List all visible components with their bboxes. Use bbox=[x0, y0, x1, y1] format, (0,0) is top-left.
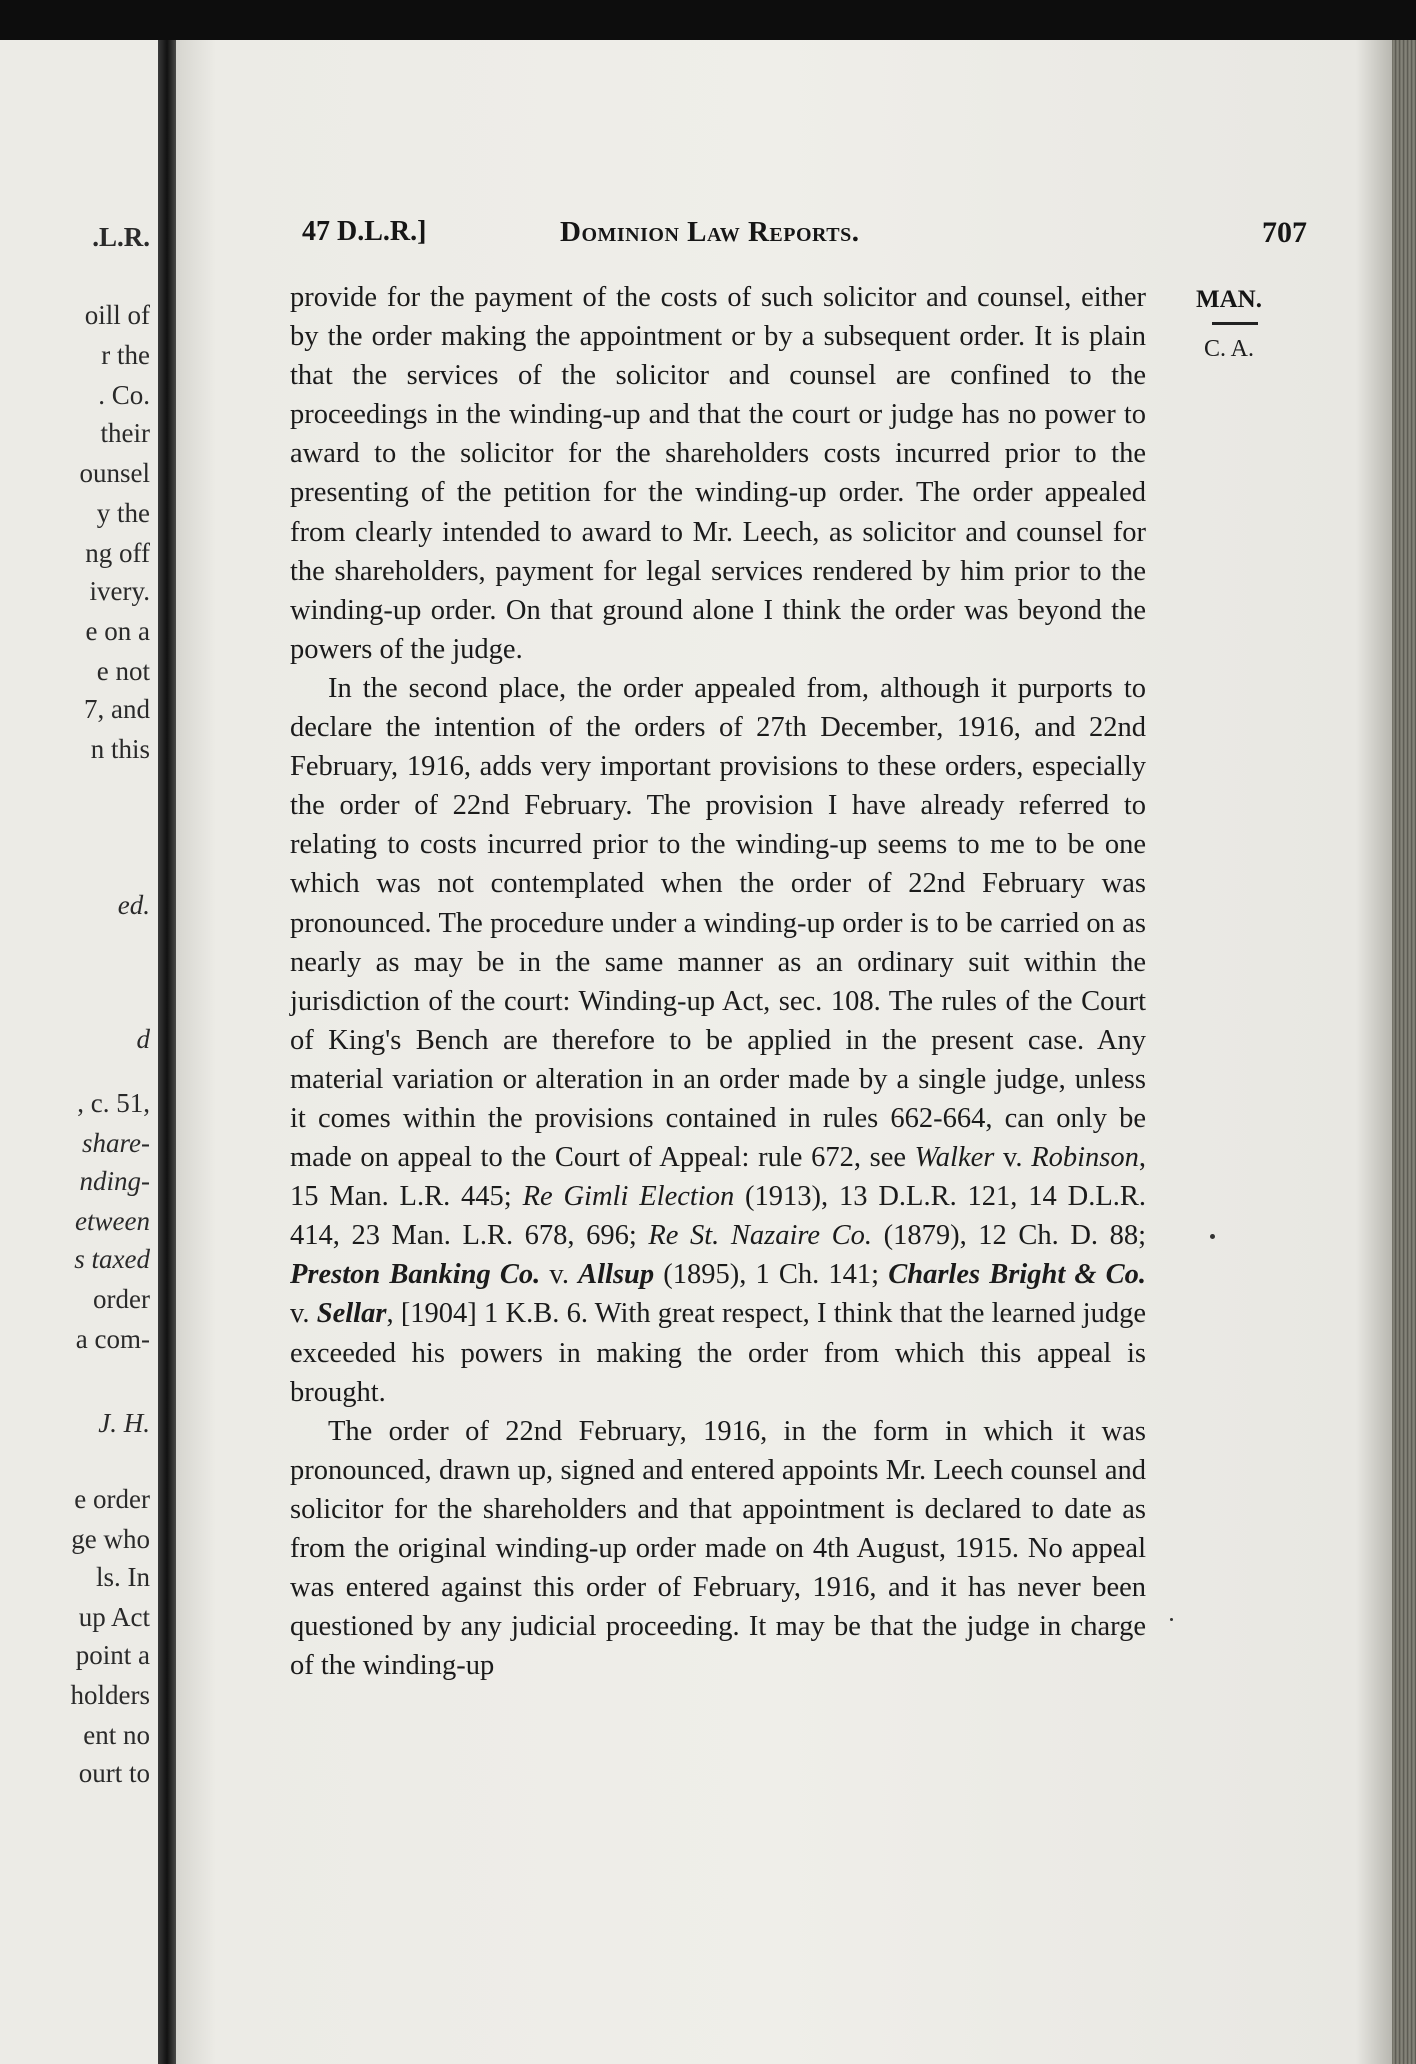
left-page-fragment: ivery. bbox=[89, 576, 150, 606]
left-page-fragment: .L.R. bbox=[92, 222, 150, 252]
left-page-fragment: ourt to bbox=[78, 1758, 150, 1788]
left-page-fragment: e on a bbox=[85, 616, 150, 646]
left-page-fragment: y the bbox=[96, 498, 150, 528]
left-page-fragment: ed. bbox=[117, 890, 150, 920]
text-run: (1913), 13 D.L.R. 121, 14 D.L.R. 414, 23 Man. L.R. 678, 696; bbox=[290, 1181, 1146, 1252]
left-page-fragment: ent no bbox=[83, 1720, 150, 1750]
left-page-fragment: share- bbox=[82, 1128, 150, 1158]
text-run: v. bbox=[290, 1298, 310, 1330]
volume-reference: 47 D.L.R.] bbox=[302, 216, 427, 247]
left-page-fragment: ounsel bbox=[79, 458, 150, 488]
left-page-fragment: nding- bbox=[79, 1166, 150, 1196]
page-edge-stack bbox=[1392, 40, 1416, 2064]
left-page-fragment: up Act bbox=[78, 1602, 150, 1632]
left-page-fragment: oill of bbox=[84, 300, 150, 330]
side-note-division: C. A. bbox=[1204, 336, 1255, 362]
case-name: Re St. Nazaire Co. bbox=[648, 1220, 873, 1252]
left-page-fragment: n this bbox=[90, 734, 150, 764]
left-page-fragment: ls. In bbox=[96, 1562, 150, 1592]
text-run: (1879), 12 Ch. D. 88; bbox=[883, 1220, 1147, 1252]
left-page-fragment: ng off bbox=[85, 538, 150, 568]
case-name: Walker bbox=[914, 1142, 995, 1174]
text-run: (1895), 1 Ch. 141; bbox=[663, 1259, 880, 1291]
left-page-fragment: e order bbox=[74, 1484, 150, 1514]
side-note-rule bbox=[1212, 322, 1258, 325]
left-page-fragment: r the bbox=[101, 340, 150, 370]
left-page-fragment: order bbox=[93, 1284, 150, 1314]
case-name: Charles Bright & Co. bbox=[888, 1259, 1147, 1291]
paragraph-1: provide for the payment of the costs of such solicitor and counsel, either by the order making the appointment or by a subsequent order. It is plain that the services of the solicitor and counsel are confined to the proceedings in the winding-up and that the court or judge has no power to award to the solicitor for the shareholders costs incurred prior to the presenting of the petition for the winding-up order. The order appealed from clearly intended to award to Mr. Leech, as solicitor and counsel for the shareholders, payment for legal services rendered by him prior to the winding-up order. On that ground alone I think the order was beyond the powers of the judge. bbox=[290, 282, 1146, 665]
left-page-fragment: etween bbox=[75, 1206, 150, 1236]
left-page-fragment: s taxed bbox=[74, 1244, 150, 1274]
left-page-fragment: holders bbox=[70, 1680, 150, 1710]
case-name: Robinson bbox=[1031, 1142, 1139, 1174]
left-page-fragment: d bbox=[136, 1024, 150, 1054]
case-name: Re Gimli Election bbox=[522, 1181, 735, 1213]
text-run: v. bbox=[1003, 1142, 1023, 1174]
side-note-court: MAN. bbox=[1196, 286, 1262, 313]
case-name: Sellar bbox=[316, 1298, 387, 1330]
judgment-text bbox=[290, 278, 1146, 1685]
left-page-fragment: ge who bbox=[71, 1524, 150, 1554]
case-name: Preston Banking Co. bbox=[290, 1259, 541, 1291]
book-gutter bbox=[158, 40, 176, 2064]
left-page-fragment: point a bbox=[75, 1640, 150, 1670]
scan-speck bbox=[1170, 1618, 1173, 1621]
left-page-fragment: . Co. bbox=[98, 380, 150, 410]
page-number: 707 bbox=[1262, 216, 1307, 249]
left-page-fragment: e not bbox=[96, 656, 150, 686]
running-title: Dominion Law Reports. bbox=[560, 216, 860, 248]
text-run: v. bbox=[549, 1259, 569, 1291]
text-run: In the second place, the order appealed from, although it purports to declare the intention of the orders of 27th December, 1916, and 22nd February, 1916, adds very important provisions to these orders, especially the order of 22nd February. The provision I have already referred to relating to costs incurred prior to the winding-up seems to me to be one which was not contemplated when the order of 22nd February was pronounced. The procedure under a winding-up order is to be carried on as nearly as may be in the same manner as an ordinary suit within the jurisdiction of the court: Winding-up Act, sec. 108. The rules of the Court of King's Bench are therefore to be applied in the present case. Any material variation or alteration in an order made by a single judge, unless it comes within the provisions contained in rules 662-664, can only be made on appeal to the Court of Appeal: rule 672, see bbox=[290, 672, 1146, 1174]
case-name: Allsup bbox=[578, 1259, 655, 1291]
left-page-fragment: J. H. bbox=[98, 1408, 150, 1438]
paragraph-3: The order of 22nd February, 1916, in the form in which it was pronounced, drawn up, signed and entered appoints Mr. Leech counsel and solicitor for the shareholders and that appointment is declared to date as from the original winding-up order made on 4th August, 1915. No appeal was entered against this order of February, 1916, and it has never been questioned by any judicial proceeding. It may be that the judge in charge of the winding-up bbox=[290, 1415, 1146, 1682]
scan-speck bbox=[1210, 1234, 1215, 1239]
paragraph-2 bbox=[290, 669, 1146, 1412]
left-page-fragment: 7, and bbox=[84, 694, 150, 724]
left-page-fragment: a com- bbox=[75, 1324, 150, 1354]
left-page-fragment: their bbox=[100, 418, 150, 448]
left-page-fragment: , c. 51, bbox=[77, 1088, 150, 1118]
scan-top-border bbox=[0, 0, 1416, 40]
text-run: , 15 Man. L.R. 445; bbox=[290, 1142, 1146, 1213]
text-run: , [1904] 1 K.B. 6. With great respect, I think that the learned judge exceeded his powers in making the order from which this appeal is brought. bbox=[290, 1298, 1146, 1408]
